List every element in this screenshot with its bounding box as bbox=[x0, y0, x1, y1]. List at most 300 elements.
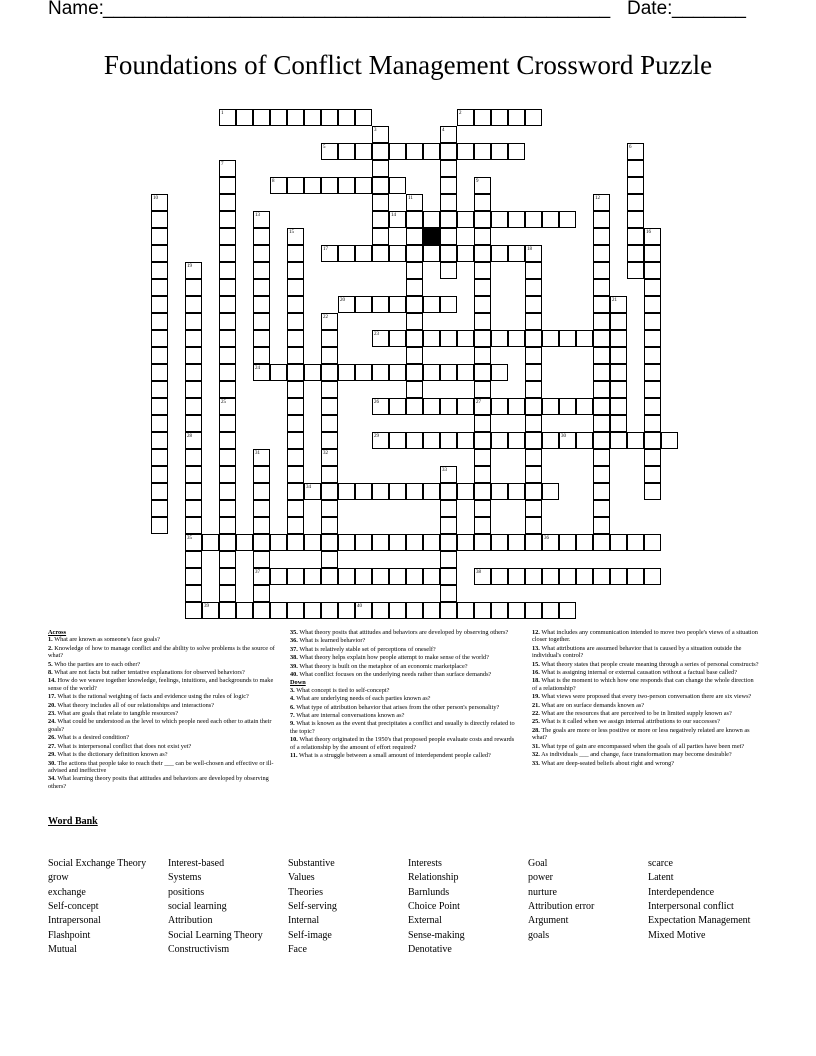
grid-cell[interactable] bbox=[542, 211, 559, 228]
grid-cell[interactable] bbox=[559, 602, 576, 619]
grid-cell[interactable] bbox=[627, 568, 644, 585]
grid-cell[interactable] bbox=[151, 466, 168, 483]
grid-cell[interactable] bbox=[389, 177, 406, 194]
grid-cell[interactable] bbox=[321, 466, 338, 483]
grid-cell[interactable] bbox=[219, 364, 236, 381]
grid-cell[interactable] bbox=[219, 602, 236, 619]
grid-cell[interactable] bbox=[219, 177, 236, 194]
grid-cell[interactable] bbox=[525, 466, 542, 483]
grid-cell[interactable] bbox=[661, 432, 678, 449]
grid-cell[interactable] bbox=[321, 347, 338, 364]
grid-cell[interactable] bbox=[644, 262, 661, 279]
grid-cell[interactable] bbox=[372, 483, 389, 500]
grid-cell[interactable] bbox=[151, 313, 168, 330]
grid-cell[interactable] bbox=[525, 381, 542, 398]
grid-cell[interactable] bbox=[474, 364, 491, 381]
grid-cell[interactable] bbox=[474, 602, 491, 619]
grid-cell[interactable] bbox=[491, 211, 508, 228]
grid-cell[interactable] bbox=[287, 109, 304, 126]
grid-cell[interactable] bbox=[542, 483, 559, 500]
grid-cell[interactable] bbox=[185, 551, 202, 568]
grid-cell[interactable] bbox=[253, 551, 270, 568]
grid-cell[interactable] bbox=[406, 364, 423, 381]
grid-cell[interactable] bbox=[406, 228, 423, 245]
grid-cell[interactable] bbox=[423, 330, 440, 347]
grid-cell[interactable] bbox=[406, 313, 423, 330]
grid-cell[interactable] bbox=[525, 347, 542, 364]
grid-cell[interactable] bbox=[287, 245, 304, 262]
grid-cell[interactable] bbox=[525, 364, 542, 381]
grid-cell[interactable] bbox=[542, 432, 559, 449]
grid-cell[interactable] bbox=[627, 262, 644, 279]
grid-cell[interactable] bbox=[406, 347, 423, 364]
grid-cell[interactable] bbox=[406, 398, 423, 415]
grid-cell[interactable] bbox=[151, 517, 168, 534]
grid-cell[interactable] bbox=[151, 381, 168, 398]
grid-cell[interactable] bbox=[389, 602, 406, 619]
grid-cell[interactable] bbox=[508, 602, 525, 619]
grid-cell[interactable] bbox=[287, 296, 304, 313]
grid-cell[interactable] bbox=[270, 364, 287, 381]
grid-cell[interactable] bbox=[440, 432, 457, 449]
grid-cell[interactable] bbox=[644, 466, 661, 483]
grid-cell[interactable] bbox=[610, 364, 627, 381]
grid-cell[interactable] bbox=[525, 517, 542, 534]
grid-cell[interactable] bbox=[440, 483, 457, 500]
grid-cell[interactable] bbox=[525, 449, 542, 466]
grid-cell[interactable] bbox=[593, 449, 610, 466]
grid-cell[interactable] bbox=[287, 432, 304, 449]
grid-cell[interactable] bbox=[440, 500, 457, 517]
grid-cell[interactable] bbox=[423, 245, 440, 262]
grid-cell[interactable] bbox=[236, 534, 253, 551]
grid-cell[interactable] bbox=[644, 296, 661, 313]
grid-cell[interactable] bbox=[440, 296, 457, 313]
grid-cell[interactable] bbox=[287, 602, 304, 619]
grid-cell[interactable] bbox=[338, 602, 355, 619]
grid-cell[interactable] bbox=[593, 296, 610, 313]
grid-cell[interactable] bbox=[372, 245, 389, 262]
grid-cell[interactable] bbox=[491, 568, 508, 585]
grid-cell[interactable] bbox=[253, 585, 270, 602]
grid-cell[interactable] bbox=[542, 568, 559, 585]
grid-cell[interactable] bbox=[287, 568, 304, 585]
grid-cell[interactable] bbox=[440, 364, 457, 381]
grid-cell[interactable] bbox=[406, 262, 423, 279]
grid-cell[interactable] bbox=[457, 245, 474, 262]
grid-cell[interactable] bbox=[287, 483, 304, 500]
grid-cell[interactable] bbox=[525, 398, 542, 415]
grid-cell[interactable] bbox=[304, 177, 321, 194]
grid-cell[interactable] bbox=[457, 330, 474, 347]
grid-cell[interactable] bbox=[644, 245, 661, 262]
grid-cell[interactable] bbox=[644, 279, 661, 296]
grid-cell[interactable] bbox=[491, 398, 508, 415]
grid-cell[interactable] bbox=[372, 143, 389, 160]
grid-cell[interactable] bbox=[389, 534, 406, 551]
grid-cell[interactable] bbox=[474, 279, 491, 296]
grid-cell[interactable] bbox=[559, 211, 576, 228]
grid-cell[interactable] bbox=[627, 211, 644, 228]
grid-cell[interactable] bbox=[304, 109, 321, 126]
grid-cell[interactable] bbox=[185, 347, 202, 364]
grid-cell[interactable] bbox=[525, 279, 542, 296]
grid-cell[interactable] bbox=[474, 483, 491, 500]
grid-cell[interactable] bbox=[253, 466, 270, 483]
grid-cell[interactable] bbox=[525, 432, 542, 449]
grid-cell[interactable] bbox=[304, 602, 321, 619]
grid-cell[interactable] bbox=[151, 364, 168, 381]
grid-cell[interactable] bbox=[542, 602, 559, 619]
grid-cell[interactable] bbox=[185, 330, 202, 347]
grid-cell[interactable] bbox=[355, 177, 372, 194]
grid-cell[interactable] bbox=[644, 415, 661, 432]
grid-cell[interactable] bbox=[610, 568, 627, 585]
grid-cell[interactable] bbox=[389, 364, 406, 381]
grid-cell[interactable] bbox=[576, 568, 593, 585]
grid-cell[interactable] bbox=[219, 568, 236, 585]
date-line[interactable]: _______ bbox=[672, 0, 746, 19]
grid-cell[interactable] bbox=[185, 364, 202, 381]
grid-cell[interactable] bbox=[644, 398, 661, 415]
grid-cell[interactable] bbox=[253, 483, 270, 500]
grid-cell[interactable] bbox=[219, 483, 236, 500]
grid-cell[interactable] bbox=[508, 432, 525, 449]
grid-cell[interactable] bbox=[219, 517, 236, 534]
grid-cell[interactable] bbox=[406, 279, 423, 296]
grid-cell[interactable] bbox=[423, 296, 440, 313]
grid-cell[interactable] bbox=[440, 534, 457, 551]
grid-cell[interactable] bbox=[406, 330, 423, 347]
grid-cell[interactable] bbox=[253, 109, 270, 126]
grid-cell[interactable] bbox=[287, 449, 304, 466]
grid-cell[interactable] bbox=[355, 534, 372, 551]
grid-cell[interactable] bbox=[321, 177, 338, 194]
grid-cell[interactable] bbox=[185, 602, 202, 619]
grid-cell[interactable] bbox=[508, 568, 525, 585]
grid-cell[interactable] bbox=[474, 228, 491, 245]
grid-cell[interactable] bbox=[389, 296, 406, 313]
grid-cell[interactable] bbox=[355, 245, 372, 262]
grid-cell[interactable] bbox=[287, 262, 304, 279]
grid-cell[interactable] bbox=[593, 330, 610, 347]
grid-cell[interactable] bbox=[321, 602, 338, 619]
grid-cell[interactable] bbox=[593, 568, 610, 585]
grid-cell[interactable] bbox=[185, 279, 202, 296]
grid-cell[interactable] bbox=[338, 245, 355, 262]
grid-cell[interactable] bbox=[253, 534, 270, 551]
grid-cell[interactable] bbox=[576, 398, 593, 415]
grid-cell[interactable] bbox=[440, 262, 457, 279]
grid-cell[interactable] bbox=[525, 500, 542, 517]
grid-cell[interactable] bbox=[389, 483, 406, 500]
grid-cell[interactable] bbox=[253, 228, 270, 245]
grid-cell[interactable] bbox=[219, 415, 236, 432]
grid-cell[interactable] bbox=[644, 347, 661, 364]
grid-cell[interactable] bbox=[508, 143, 525, 160]
grid-cell[interactable] bbox=[576, 534, 593, 551]
grid-cell[interactable] bbox=[355, 143, 372, 160]
grid-cell[interactable] bbox=[338, 483, 355, 500]
grid-cell[interactable] bbox=[627, 160, 644, 177]
grid-cell[interactable] bbox=[423, 602, 440, 619]
grid-cell[interactable] bbox=[219, 330, 236, 347]
grid-cell[interactable] bbox=[644, 483, 661, 500]
grid-cell[interactable] bbox=[185, 296, 202, 313]
grid-cell[interactable] bbox=[525, 415, 542, 432]
grid-cell[interactable] bbox=[457, 143, 474, 160]
grid-cell[interactable] bbox=[185, 398, 202, 415]
grid-cell[interactable] bbox=[185, 313, 202, 330]
grid-cell[interactable] bbox=[219, 432, 236, 449]
grid-cell[interactable] bbox=[151, 211, 168, 228]
grid-cell[interactable] bbox=[491, 330, 508, 347]
grid-cell[interactable] bbox=[491, 364, 508, 381]
grid-cell[interactable] bbox=[542, 398, 559, 415]
grid-cell[interactable] bbox=[151, 262, 168, 279]
grid-cell[interactable] bbox=[321, 534, 338, 551]
grid-cell[interactable] bbox=[525, 568, 542, 585]
grid-cell[interactable] bbox=[406, 296, 423, 313]
grid-cell[interactable] bbox=[321, 483, 338, 500]
grid-cell[interactable] bbox=[304, 364, 321, 381]
grid-cell[interactable] bbox=[491, 483, 508, 500]
grid-cell[interactable] bbox=[287, 313, 304, 330]
grid-cell[interactable] bbox=[440, 551, 457, 568]
grid-cell[interactable] bbox=[185, 381, 202, 398]
grid-cell[interactable] bbox=[525, 313, 542, 330]
grid-cell[interactable] bbox=[593, 534, 610, 551]
grid-cell[interactable] bbox=[253, 296, 270, 313]
grid-cell[interactable] bbox=[440, 194, 457, 211]
grid-cell[interactable] bbox=[440, 228, 457, 245]
grid-cell[interactable] bbox=[440, 160, 457, 177]
grid-cell[interactable] bbox=[321, 432, 338, 449]
grid-cell[interactable] bbox=[457, 483, 474, 500]
grid-cell[interactable] bbox=[287, 347, 304, 364]
grid-cell[interactable] bbox=[508, 330, 525, 347]
grid-cell[interactable] bbox=[593, 313, 610, 330]
grid-cell[interactable] bbox=[474, 381, 491, 398]
grid-cell[interactable] bbox=[474, 330, 491, 347]
grid-cell[interactable] bbox=[321, 330, 338, 347]
grid-cell[interactable] bbox=[627, 177, 644, 194]
grid-cell[interactable] bbox=[491, 602, 508, 619]
grid-cell[interactable] bbox=[287, 177, 304, 194]
grid-cell[interactable] bbox=[474, 466, 491, 483]
grid-cell[interactable] bbox=[287, 364, 304, 381]
grid-cell[interactable] bbox=[253, 330, 270, 347]
grid-cell[interactable] bbox=[219, 296, 236, 313]
grid-cell[interactable] bbox=[219, 449, 236, 466]
grid-cell[interactable] bbox=[338, 364, 355, 381]
grid-cell[interactable] bbox=[644, 449, 661, 466]
grid-cell[interactable] bbox=[644, 381, 661, 398]
grid-cell[interactable] bbox=[559, 398, 576, 415]
grid-cell[interactable] bbox=[151, 245, 168, 262]
grid-cell[interactable] bbox=[440, 143, 457, 160]
grid-cell[interactable] bbox=[287, 330, 304, 347]
grid-cell[interactable] bbox=[559, 568, 576, 585]
grid-cell[interactable] bbox=[525, 483, 542, 500]
grid-cell[interactable] bbox=[321, 551, 338, 568]
grid-cell[interactable] bbox=[627, 534, 644, 551]
grid-cell[interactable] bbox=[321, 398, 338, 415]
grid-cell[interactable] bbox=[474, 211, 491, 228]
grid-cell[interactable] bbox=[389, 568, 406, 585]
grid-cell[interactable] bbox=[219, 279, 236, 296]
grid-cell[interactable] bbox=[457, 534, 474, 551]
grid-cell[interactable] bbox=[610, 347, 627, 364]
grid-cell[interactable] bbox=[151, 347, 168, 364]
grid-cell[interactable] bbox=[440, 398, 457, 415]
grid-cell[interactable] bbox=[593, 466, 610, 483]
grid-cell[interactable] bbox=[219, 211, 236, 228]
name-line[interactable]: ________________________________________________ bbox=[103, 0, 611, 19]
grid-cell[interactable] bbox=[644, 364, 661, 381]
grid-cell[interactable] bbox=[627, 245, 644, 262]
grid-cell[interactable] bbox=[627, 432, 644, 449]
grid-cell[interactable] bbox=[491, 245, 508, 262]
grid-cell[interactable] bbox=[236, 602, 253, 619]
grid-cell[interactable] bbox=[321, 517, 338, 534]
grid-cell[interactable] bbox=[474, 296, 491, 313]
grid-cell[interactable] bbox=[474, 500, 491, 517]
grid-cell[interactable] bbox=[389, 330, 406, 347]
grid-cell[interactable] bbox=[457, 432, 474, 449]
grid-cell[interactable] bbox=[474, 347, 491, 364]
grid-cell[interactable] bbox=[185, 568, 202, 585]
grid-cell[interactable] bbox=[440, 330, 457, 347]
grid-cell[interactable] bbox=[287, 534, 304, 551]
grid-cell[interactable] bbox=[253, 500, 270, 517]
grid-cell[interactable] bbox=[406, 483, 423, 500]
grid-cell[interactable] bbox=[593, 245, 610, 262]
grid-cell[interactable] bbox=[525, 534, 542, 551]
grid-cell[interactable] bbox=[151, 228, 168, 245]
grid-cell[interactable] bbox=[219, 228, 236, 245]
grid-cell[interactable] bbox=[406, 143, 423, 160]
grid-cell[interactable] bbox=[627, 228, 644, 245]
grid-cell[interactable] bbox=[219, 262, 236, 279]
grid-cell[interactable] bbox=[406, 534, 423, 551]
grid-cell[interactable] bbox=[338, 109, 355, 126]
grid-cell[interactable] bbox=[253, 347, 270, 364]
grid-cell[interactable] bbox=[644, 568, 661, 585]
grid-cell[interactable] bbox=[355, 568, 372, 585]
grid-cell[interactable] bbox=[474, 194, 491, 211]
grid-cell[interactable] bbox=[185, 517, 202, 534]
grid-cell[interactable] bbox=[542, 330, 559, 347]
grid-cell[interactable] bbox=[372, 364, 389, 381]
grid-cell[interactable] bbox=[610, 534, 627, 551]
grid-cell[interactable] bbox=[253, 602, 270, 619]
grid-cell[interactable] bbox=[593, 364, 610, 381]
grid-cell[interactable] bbox=[151, 432, 168, 449]
grid-cell[interactable] bbox=[610, 432, 627, 449]
grid-cell[interactable] bbox=[219, 585, 236, 602]
grid-cell[interactable] bbox=[474, 143, 491, 160]
grid-cell[interactable] bbox=[270, 109, 287, 126]
grid-cell[interactable] bbox=[474, 432, 491, 449]
grid-cell[interactable] bbox=[151, 296, 168, 313]
grid-cell[interactable] bbox=[219, 381, 236, 398]
grid-cell[interactable] bbox=[372, 177, 389, 194]
grid-cell[interactable] bbox=[593, 279, 610, 296]
grid-cell[interactable] bbox=[219, 245, 236, 262]
grid-cell[interactable] bbox=[593, 517, 610, 534]
grid-cell[interactable] bbox=[644, 534, 661, 551]
grid-cell[interactable] bbox=[389, 245, 406, 262]
grid-cell[interactable] bbox=[525, 262, 542, 279]
grid-cell[interactable] bbox=[185, 415, 202, 432]
grid-cell[interactable] bbox=[338, 534, 355, 551]
grid-cell[interactable] bbox=[372, 194, 389, 211]
grid-cell[interactable] bbox=[151, 483, 168, 500]
grid-cell[interactable] bbox=[406, 381, 423, 398]
grid-cell[interactable] bbox=[406, 568, 423, 585]
grid-cell[interactable] bbox=[185, 449, 202, 466]
grid-cell[interactable] bbox=[593, 347, 610, 364]
grid-cell[interactable] bbox=[474, 449, 491, 466]
grid-cell[interactable] bbox=[423, 364, 440, 381]
grid-cell[interactable] bbox=[185, 466, 202, 483]
grid-cell[interactable] bbox=[151, 279, 168, 296]
grid-cell[interactable] bbox=[321, 500, 338, 517]
grid-cell[interactable] bbox=[389, 143, 406, 160]
grid-cell[interactable] bbox=[525, 602, 542, 619]
grid-cell[interactable] bbox=[593, 500, 610, 517]
grid-cell[interactable] bbox=[491, 432, 508, 449]
grid-cell[interactable] bbox=[355, 483, 372, 500]
grid-cell[interactable] bbox=[423, 432, 440, 449]
grid-cell[interactable] bbox=[287, 415, 304, 432]
grid-cell[interactable] bbox=[304, 568, 321, 585]
grid-cell[interactable] bbox=[457, 602, 474, 619]
grid-cell[interactable] bbox=[457, 211, 474, 228]
grid-cell[interactable] bbox=[593, 432, 610, 449]
grid-cell[interactable] bbox=[253, 279, 270, 296]
grid-cell[interactable] bbox=[559, 534, 576, 551]
grid-cell[interactable] bbox=[474, 415, 491, 432]
grid-cell[interactable] bbox=[508, 483, 525, 500]
grid-cell[interactable] bbox=[406, 245, 423, 262]
grid-cell[interactable] bbox=[610, 330, 627, 347]
grid-cell[interactable] bbox=[474, 517, 491, 534]
grid-cell[interactable] bbox=[644, 330, 661, 347]
grid-cell[interactable] bbox=[372, 296, 389, 313]
grid-cell[interactable] bbox=[423, 398, 440, 415]
grid-cell[interactable] bbox=[593, 381, 610, 398]
grid-cell[interactable] bbox=[151, 415, 168, 432]
grid-cell[interactable] bbox=[474, 109, 491, 126]
grid-cell[interactable] bbox=[440, 585, 457, 602]
grid-cell[interactable] bbox=[389, 398, 406, 415]
grid-cell[interactable] bbox=[219, 347, 236, 364]
grid-cell[interactable] bbox=[576, 432, 593, 449]
grid-cell[interactable] bbox=[423, 534, 440, 551]
grid-cell[interactable] bbox=[406, 602, 423, 619]
grid-cell[interactable] bbox=[423, 483, 440, 500]
grid-cell[interactable] bbox=[338, 177, 355, 194]
grid-cell[interactable] bbox=[270, 568, 287, 585]
grid-cell[interactable] bbox=[219, 500, 236, 517]
grid-cell[interactable] bbox=[457, 364, 474, 381]
grid-cell[interactable] bbox=[236, 109, 253, 126]
grid-cell[interactable] bbox=[423, 143, 440, 160]
grid-cell[interactable] bbox=[610, 313, 627, 330]
grid-cell[interactable] bbox=[593, 228, 610, 245]
